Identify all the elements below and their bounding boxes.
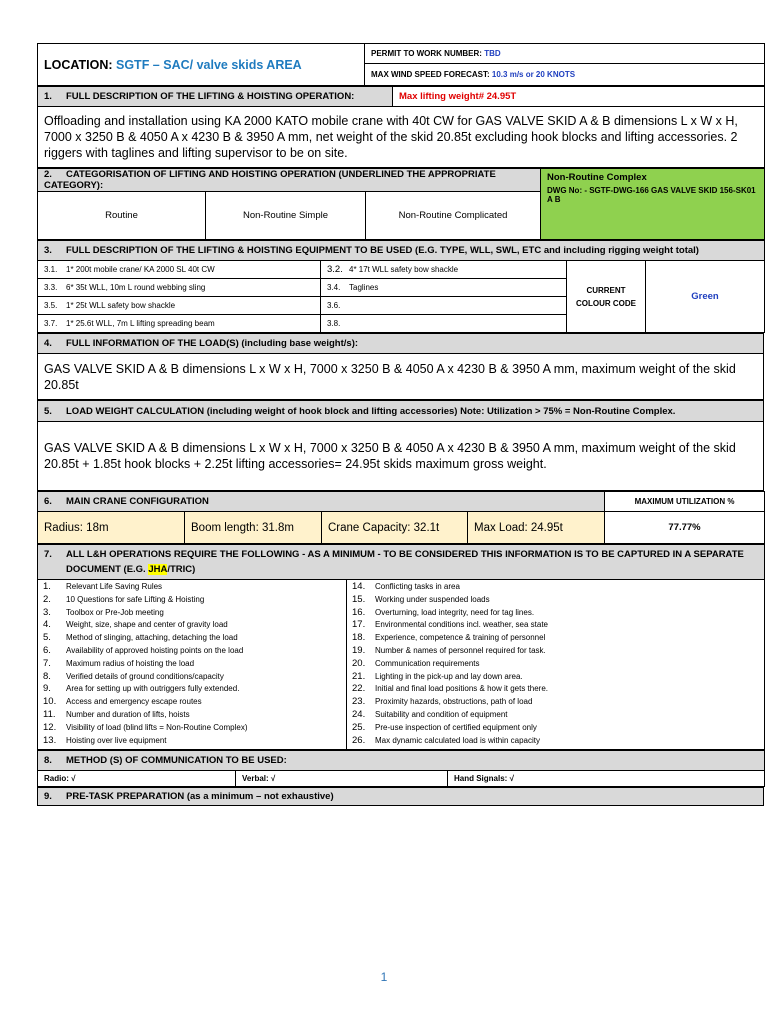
max-weight: Max lifting weight# 24.95T	[399, 91, 517, 102]
consideration-item	[43, 696, 346, 709]
consideration-number: 25.	[352, 721, 366, 733]
section-2-title: CATEGORISATION OF LIFTING AND HOISTING OPERATION (UNDERLINED THE APPROPRIATE CATEGORY):	[44, 169, 496, 191]
consideration-number: 9.	[43, 683, 51, 695]
section-8-number: 8.	[44, 755, 52, 767]
equipment-item	[38, 315, 321, 333]
section-5	[37, 400, 764, 491]
crane-capacity: Crane Capacity: 32.1t	[322, 512, 468, 544]
section-3-title: FULL DESCRIPTION OF THE LIFTING & HOISTING EQUIPMENT TO BE USED (E.G. TYPE, WLL, SWL, ETC and including rigging weight total)	[66, 245, 699, 256]
equipment-text: 1* 200t mobile crane/ KA 2000 SL 40t CW	[66, 265, 215, 274]
section-7-header	[38, 545, 765, 580]
considerations-list-right	[350, 580, 764, 749]
consideration-text: Experience, competence & training of personnel	[375, 633, 546, 643]
consideration-number: 13.	[43, 734, 57, 746]
consideration-text: Number and duration of lifts, hoists	[66, 709, 190, 719]
section-5-header	[38, 401, 764, 422]
utilization-value: 77.77%	[605, 512, 765, 544]
consideration-text: Method of slinging, attaching, detaching the load	[66, 633, 238, 643]
consideration-number: 18.	[352, 632, 366, 644]
consideration-number: 24.	[352, 708, 366, 720]
consideration-item	[352, 709, 764, 722]
consideration-number: 17.	[352, 619, 366, 631]
permit-value: TBD	[484, 49, 501, 58]
consideration-number: 14.	[352, 581, 366, 592]
consideration-text: Hoisting over live equipment	[66, 735, 167, 745]
permit-label: PERMIT TO WORK NUMBER:	[371, 49, 482, 58]
consideration-item	[43, 683, 346, 696]
consideration-item	[352, 671, 764, 684]
consideration-item	[352, 594, 764, 607]
equipment-text: 4* 17t WLL safety bow shackle	[349, 265, 459, 274]
section-9-title: PRE-TASK PREPARATION (as a minimum – not exhaustive)	[66, 791, 334, 803]
section-8-header	[38, 751, 765, 771]
consideration-number: 4.	[43, 619, 51, 631]
consideration-item	[43, 735, 346, 748]
consideration-item	[43, 632, 346, 645]
consideration-number: 26.	[352, 734, 366, 746]
consideration-text: Weight, size, shape and center of gravity load	[66, 620, 228, 630]
wind-label: MAX WIND SPEED FORECAST:	[371, 70, 490, 79]
consideration-item	[352, 735, 764, 748]
section-2	[37, 168, 765, 240]
consideration-text: Area for setting up with outriggers fully extended.	[66, 684, 240, 694]
permit-cell	[365, 44, 765, 64]
location-cell	[38, 44, 365, 86]
max-utilization-label: MAXIMUM UTILIZATION %	[605, 492, 765, 512]
considerations-right	[347, 580, 765, 750]
consideration-text: Access and emergency escape routes	[66, 697, 202, 707]
equipment-number: 3.2.	[327, 264, 343, 275]
consideration-number: 8.	[43, 670, 51, 682]
consideration-number: 15.	[352, 593, 366, 605]
section-4-header	[38, 334, 764, 354]
colour-code-label: CURRENT COLOUR CODE	[567, 261, 646, 333]
equipment-text: Taglines	[349, 283, 379, 292]
boom-length: Boom length: 31.8m	[185, 512, 322, 544]
wind-cell	[365, 64, 765, 86]
lifting-plan-form	[37, 43, 764, 806]
equipment-item	[321, 315, 567, 333]
consideration-text: Number & names of personnel required for task.	[375, 645, 546, 655]
category-non-routine-complex	[541, 169, 765, 240]
section-9-number: 9.	[44, 791, 52, 803]
section-8	[37, 750, 765, 787]
consideration-number: 6.	[43, 644, 51, 656]
consideration-text: Availability of approved hoisting points on the load	[66, 645, 244, 655]
drawing-number: DWG No: - SGTF-DWG-166 GAS VALVE SKID 156-SK01 A B	[547, 186, 756, 204]
equipment-number: 3.5.	[44, 301, 58, 310]
section-6-title: MAIN CRANE CONFIGURATION	[66, 496, 209, 507]
consideration-item	[43, 658, 346, 671]
section-6-number: 6.	[44, 496, 52, 507]
load-information: GAS VALVE SKID A & B dimensions L x W x H, 7000 x 3250 B & 4050 A x 4230 B & 3950 A mm, maximum weight of the skid 20.85t	[38, 354, 764, 400]
operation-description: Offloading and installation using KA 2000 KATO mobile crane with 40t CW for GAS VALVE SKID A & B dimensions L x W x H, 7000 x 3250 B & 4050 A x 4230 B & 3950 A mm, net weight of the skid 20.85t excluding hook blocks and lifting accessories. 2 riggers with taglines and lifting supervisor to be on site.	[38, 107, 765, 168]
equipment-number: 3.1.	[44, 265, 58, 274]
equipment-number: 3.3.	[44, 283, 58, 292]
section-3-number: 3.	[44, 245, 52, 256]
comm-verbal: Verbal: √	[236, 771, 448, 787]
consideration-item	[43, 671, 346, 684]
comm-radio: Radio: √	[38, 771, 236, 787]
consideration-text: Visibility of load (blind lifts = Non-Routine Complex)	[66, 722, 248, 732]
location-value: SGTF – SAC/ valve skids AREA	[116, 57, 302, 72]
section-9	[37, 787, 764, 806]
equipment-item	[321, 279, 567, 297]
consideration-text: Conflicting tasks in area	[375, 582, 460, 591]
consideration-item	[43, 709, 346, 722]
consideration-number: 22.	[352, 683, 366, 695]
considerations-left	[38, 580, 347, 750]
consideration-number: 7.	[43, 657, 51, 669]
section-6-header	[38, 492, 605, 512]
consideration-text: Pre-use inspection of certified equipment only	[375, 722, 537, 732]
section-4-title: FULL INFORMATION OF THE LOAD(S) (including base weight/s):	[66, 338, 359, 349]
consideration-text: Working under suspended loads	[375, 594, 490, 604]
crane-radius: Radius: 18m	[38, 512, 185, 544]
consideration-number: 2.	[43, 593, 51, 605]
equipment-item	[38, 297, 321, 315]
section-7-number: 7.	[44, 549, 52, 560]
consideration-text: Toolbox or Pre-Job meeting	[66, 607, 164, 617]
consideration-text: Communication requirements	[375, 658, 480, 668]
consideration-item	[352, 581, 764, 594]
section-1-header	[38, 87, 393, 107]
consideration-number: 19.	[352, 644, 366, 656]
consideration-item	[352, 696, 764, 709]
page-number: 1	[380, 970, 388, 984]
consideration-text: Maximum radius of hoisting the load	[66, 658, 195, 668]
section-5-title: LOAD WEIGHT CALCULATION (including weight of hook block and lifting accessories) Note: Utilization > 75% = Non-Routine Complex.	[66, 405, 676, 417]
section-7-title-highlight: JHA	[148, 564, 168, 575]
equipment-item	[38, 261, 321, 279]
consideration-text: Overturning, load integrity, need for tag lines.	[375, 607, 535, 617]
section-2-header	[38, 169, 541, 192]
consideration-number: 3.	[43, 606, 51, 618]
consideration-number: 12.	[43, 721, 57, 733]
equipment-number: 3.8.	[327, 319, 341, 328]
equipment-item	[321, 297, 567, 315]
category-non-routine-simple: Non-Routine Simple	[206, 192, 366, 240]
section-8-title: METHOD (S) OF COMMUNICATION TO BE USED:	[66, 755, 287, 767]
consideration-number: 11.	[43, 708, 56, 720]
category-routine: Routine	[38, 192, 206, 240]
consideration-item	[43, 607, 346, 620]
section-4	[37, 333, 764, 400]
consideration-text: Initial and final load positions & how it gets there.	[375, 684, 548, 694]
consideration-number: 21.	[352, 670, 366, 682]
section-5-number: 5.	[44, 405, 52, 417]
consideration-item	[352, 645, 764, 658]
consideration-item	[352, 619, 764, 632]
header-table	[37, 43, 765, 86]
section-3-header	[38, 241, 765, 261]
section-2-number: 2.	[44, 169, 52, 180]
consideration-text: Proximity hazards, obstructions, path of load	[375, 697, 533, 707]
section-3	[37, 240, 765, 333]
equipment-item	[38, 279, 321, 297]
section-6	[37, 491, 765, 544]
section-1-title: FULL DESCRIPTION OF THE LIFTING & HOISTING OPERATION:	[66, 91, 355, 102]
wind-value: 10.3 m/s or 20 KNOTS	[491, 70, 576, 79]
consideration-item	[352, 683, 764, 696]
section-7	[37, 544, 765, 750]
section-4-number: 4.	[44, 338, 52, 349]
consideration-item	[352, 658, 764, 671]
equipment-text: 1* 25t WLL safety bow shackle	[66, 301, 176, 310]
category-non-routine-complicated: Non-Routine Complicated	[366, 192, 541, 240]
consideration-text: Relevant Life Saving Rules	[66, 582, 163, 591]
consideration-number: 23.	[352, 696, 366, 708]
consideration-text: Suitability and condition of equipment	[375, 709, 508, 719]
consideration-item	[43, 619, 346, 632]
section-1	[37, 86, 765, 168]
consideration-text: Verified details of ground conditions/capacity	[66, 671, 224, 681]
consideration-text: Lighting in the pick-up and lay down area.	[375, 671, 523, 681]
consideration-number: 20.	[352, 657, 366, 669]
equipment-number: 3.4.	[327, 283, 341, 292]
consideration-item	[352, 607, 764, 620]
consideration-item	[43, 594, 346, 607]
equipment-number: 3.6.	[327, 301, 341, 310]
location-label: LOCATION:	[44, 57, 113, 72]
consideration-item	[43, 645, 346, 658]
max-weight-cell	[393, 87, 765, 107]
load-weight-calculation: GAS VALVE SKID A & B dimensions L x W x H, 7000 x 3250 B & 4050 A x 4230 B & 3950 A mm, maximum weight of the skid 20.85t + 1.85t hook blocks + 2.25t lifting accessories= 24.95t skids maximum gross weight.	[38, 422, 764, 491]
consideration-number: 10.	[43, 696, 57, 708]
comm-hand-signals: Hand Signals: √	[448, 771, 765, 787]
consideration-number: 1.	[43, 581, 51, 592]
equipment-text: 6* 35t WLL, 10m L round webbing sling	[66, 283, 206, 292]
section-1-number: 1.	[44, 91, 52, 102]
equipment-item	[321, 261, 567, 279]
consideration-number: 16.	[352, 606, 366, 618]
consideration-text: Max dynamic calculated load is within capacity	[375, 735, 540, 745]
section-7-title-end: /TRIC)	[167, 564, 196, 575]
equipment-text: 1* 25.6t WLL, 7m L lifting spreading beam	[66, 319, 215, 328]
consideration-text: Environmental conditions incl. weather, sea state	[375, 620, 548, 630]
non-routine-complex-label: Non-Routine Complex	[547, 172, 647, 183]
colour-code-value: Green	[646, 261, 765, 333]
section-9-header	[38, 788, 764, 806]
consideration-item	[352, 632, 764, 645]
max-load: Max Load: 24.95t	[468, 512, 605, 544]
equipment-number: 3.7.	[44, 319, 58, 328]
consideration-item	[43, 722, 346, 735]
section-7-title: ALL L&H OPERATIONS REQUIRE THE FOLLOWING - AS A MINIMUM - TO BE CONSIDERED THIS INFORMATION IS TO BE CAPTURED IN A SEPARATE DOCUMENT (E.G.	[66, 549, 744, 575]
consideration-text: 10 Questions for safe Lifting & Hoisting	[66, 594, 205, 604]
consideration-item	[43, 581, 346, 594]
consideration-number: 5.	[43, 632, 51, 644]
considerations-list-left	[41, 580, 346, 749]
consideration-item	[352, 722, 764, 735]
